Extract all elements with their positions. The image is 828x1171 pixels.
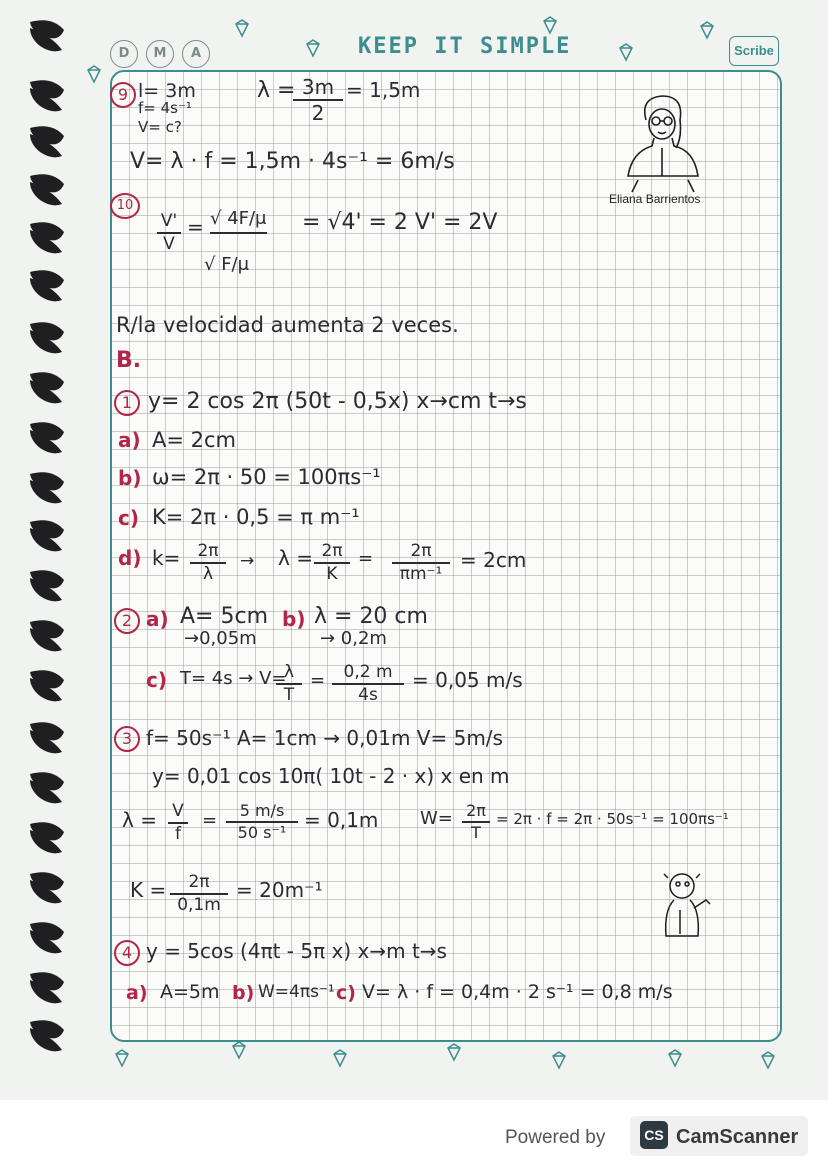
lambda-result-3: = 0,1m (304, 808, 379, 832)
camscanner-name: CamScanner (676, 1126, 799, 1148)
lambda-numerator: 3m (301, 75, 335, 99)
k-numerator-3: 2π (188, 872, 210, 892)
velocity-denominator-2a: T (283, 685, 295, 705)
problem-number-10: 10 (110, 193, 140, 219)
lambda-denominator-2: K (326, 564, 338, 584)
header-title: KEEP IT SIMPLE (358, 34, 572, 59)
author-avatar-icon (618, 90, 708, 194)
lambda-numerator-3a: V (172, 801, 184, 821)
wave-equation-4: y = 5cos (4πt - 5π x) x→m t→s (146, 939, 447, 963)
velocity-fraction-2a (276, 664, 302, 704)
k-numerator: 2π (197, 541, 219, 561)
header-circle-m: M (146, 40, 174, 68)
lambda-numerator-3b: 5 m/s (239, 801, 285, 820)
lambda-numerator-3: 2π (410, 541, 432, 561)
omega-result-3: = 2π · f = 2π · 50s⁻¹ = 100πs⁻¹ (496, 810, 729, 828)
k-result-3: = 20m⁻¹ (236, 878, 323, 902)
lambda-fraction-3b (226, 803, 298, 841)
velocity-numerator-2a: λ (283, 662, 295, 682)
item-a-label-4: a) (126, 982, 148, 1004)
ratio-equals: = (187, 215, 204, 239)
section-b-heading: B. (116, 348, 142, 373)
omega-denominator-3: T (471, 823, 481, 842)
item-c-label-4: c) (336, 982, 356, 1004)
equals-2: = (310, 670, 326, 691)
header-circle-a: A (182, 40, 210, 68)
professor-doodle-icon (656, 870, 714, 940)
wavelength-2: λ = 20 cm (314, 604, 428, 629)
item-c-label-2: c) (146, 668, 167, 692)
period-2: T= 4s → V= (180, 668, 287, 689)
item-c-label: c) (118, 506, 139, 530)
lambda-result: = 1,5m (346, 78, 421, 102)
amplitude-2-converted: →0,05m (184, 628, 257, 649)
lambda-denominator-3: πm⁻¹ (399, 564, 443, 584)
velocity-result-2: = 0,05 m/s (412, 668, 523, 692)
lambda-lhs-3: λ = (122, 808, 157, 832)
header-circle-d: D (110, 40, 138, 68)
velocity-equation: V= λ · f = 1,5m · 4s⁻¹ = 6m/s (130, 149, 455, 174)
k-fraction (190, 543, 226, 583)
sqrt-denominator: √ F/μ (204, 254, 250, 275)
diamond-icon (229, 1040, 249, 1060)
diamond-icon (616, 42, 636, 62)
lambda-denominator-3a: f (175, 824, 181, 844)
diamond-icon (330, 1048, 350, 1068)
item-b-label-2: b) (282, 607, 306, 631)
amplitude-1: A= 2cm (152, 428, 236, 452)
spiral-binding (0, 0, 78, 1100)
velocity-ratio (157, 213, 181, 253)
lambda-lhs: λ = (257, 78, 296, 103)
answer-text: R/la velocidad aumenta 2 veces. (116, 313, 459, 337)
omega-lhs-3: W= (420, 808, 453, 829)
velocity-numerator-2b: 0,2 m (343, 662, 393, 682)
item-b-label: b) (118, 466, 142, 490)
item-a-label: a) (118, 428, 141, 452)
sqrt-numerator: √ 4F/μ (210, 210, 267, 234)
item-a-label-2: a) (146, 607, 169, 631)
lambda-fraction-3 (392, 543, 450, 583)
problem-number-9: 9 (110, 82, 136, 108)
problem-number-b2: 2 (114, 608, 140, 634)
lambda-denominator-3b: 50 s⁻¹ (237, 823, 287, 842)
velocity-fraction-2b (332, 664, 404, 704)
diamond-icon (112, 1048, 132, 1068)
k-denominator-3: 0,1m (177, 895, 221, 915)
omega-4: W=4πs⁻¹ (258, 982, 335, 1002)
diamond-icon (665, 1048, 685, 1068)
velocity-denominator-2b: 4s (358, 685, 378, 705)
diamond-icon (549, 1050, 569, 1070)
lambda-result-2: = 2cm (460, 548, 527, 572)
arrow: → (240, 551, 255, 571)
problem-number-b4: 4 (114, 940, 140, 966)
diamond-icon (540, 15, 560, 35)
problem-number-b3: 3 (114, 726, 140, 752)
k-fraction-3 (170, 874, 228, 914)
wave-equation-1: y= 2 cos 2π (50t - 0,5x) x→cm t→s (148, 389, 527, 414)
powered-by-text: Powered by (505, 1127, 606, 1148)
equals-3: = (202, 810, 218, 831)
given-frequency: f= 4s⁻¹ (138, 99, 192, 117)
ratio-numerator: V' (160, 211, 178, 231)
wave-number-1: K= 2π · 0,5 = π m⁻¹ (152, 505, 360, 529)
omega-numerator-3: 2π (466, 801, 486, 820)
diamond-icon (303, 38, 323, 58)
item-d-label: d) (118, 546, 142, 570)
given-velocity: V= c? (138, 118, 182, 136)
author-name: Eliana Barrientos (609, 192, 701, 206)
ratio-denominator: V (163, 234, 175, 254)
given-length: l= 3m (138, 80, 196, 102)
brand-badge: Scribe (729, 36, 779, 66)
diamond-icon (758, 1050, 778, 1070)
lambda-numerator-2: 2π (321, 541, 343, 561)
velocity-4: V= λ · f = 0,4m · 2 s⁻¹ = 0,8 m/s (362, 981, 673, 1003)
ratio-result: = √4' = 2 V' = 2V (302, 210, 498, 235)
equals: = (358, 548, 374, 569)
k-lhs-3: K = (130, 878, 167, 902)
amplitude-2: A= 5cm (180, 604, 268, 629)
diamond-icon (444, 1042, 464, 1062)
k-lhs: k= (152, 546, 181, 570)
diamond-icon (232, 18, 252, 38)
diamond-icon (697, 20, 717, 40)
problem-number-b1: 1 (114, 390, 140, 416)
lambda-lhs-2: λ = (278, 546, 313, 570)
wavelength-2-converted: → 0,2m (320, 628, 387, 649)
lambda-denominator: 2 (311, 101, 325, 125)
given-values-3: f= 50s⁻¹ A= 1cm → 0,01m V= 5m/s (146, 726, 503, 750)
k-denominator: λ (202, 564, 214, 584)
wave-equation-3: y= 0,01 cos 10π( 10t - 2 · x) x en m (152, 764, 510, 788)
lambda-fraction (293, 77, 343, 123)
item-b-label-4: b) (232, 982, 255, 1004)
angular-frequency-1: ω= 2π · 50 = 100πs⁻¹ (152, 465, 381, 489)
lambda-fraction-3a (168, 803, 188, 843)
diamond-icon (84, 64, 104, 84)
amplitude-4: A=5m (160, 981, 220, 1003)
camscanner-logo-icon: CS (640, 1121, 668, 1149)
omega-fraction-3 (462, 803, 490, 841)
lambda-fraction-2 (314, 543, 350, 583)
